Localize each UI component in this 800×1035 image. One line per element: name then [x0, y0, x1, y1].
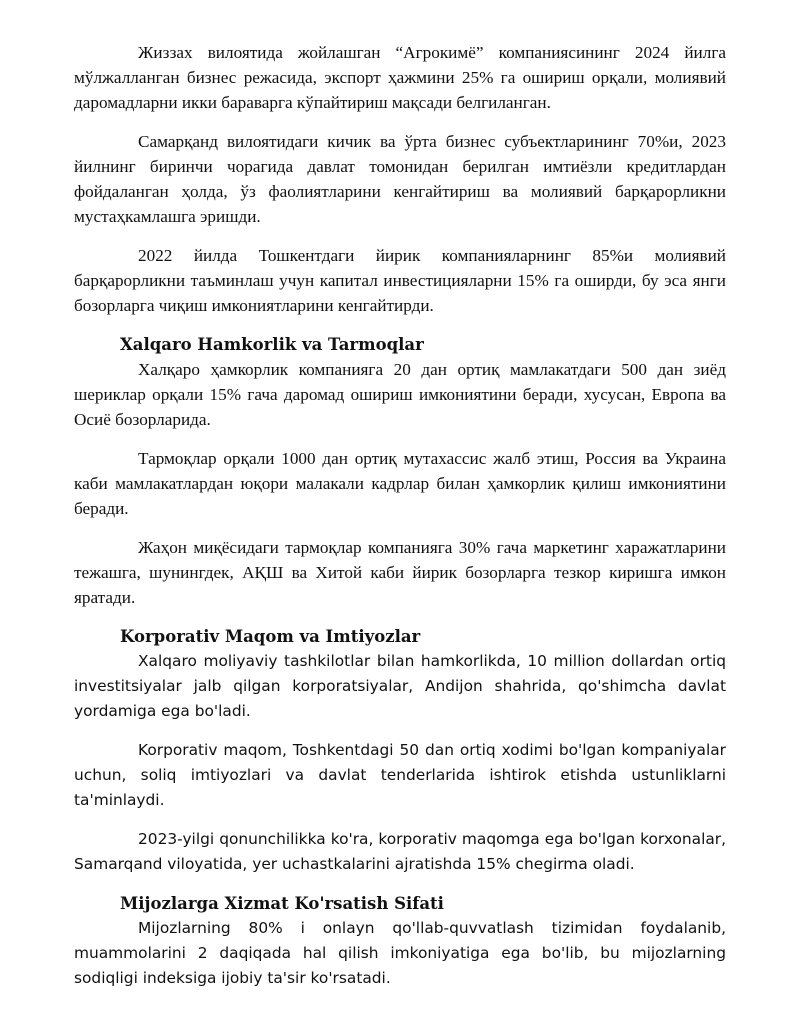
intro-paragraph-3: 2022 йилда Тошкентдаги йирик компанияларнинг 85%и молиявий барқарорликни таъминлаш учун капитал инвестицияларни 15% га оширди, бу эса янги бозорларга чиқиш имкониятларини кенгайтирди.	[74, 246, 726, 315]
corporate-paragraph-1: Xalqaro moliyaviy tashkilotlar bilan hamkorlikda, 10 million dollardan ortiq investitsiyalar jalb qilgan korporatsiyalar, Andijon shahrida, qo'shimcha davlat yordamiga ega bo'ladi.	[74, 652, 726, 720]
international-paragraph-1: Халқаро ҳамкорлик компанияга 20 дан ортиқ мамлакатдаги 500 дан зиёд шериклар орқали 15% гача даромад ошириш имкониятини беради, хусусан, Европа ва Осиё бозорларида.	[74, 360, 726, 429]
international-paragraph-3: Жаҳон миқёсидаги тармоқлар компанияга 30% гача маркетинг харажатларини тежашга, шунингдек, АҚШ ва Хитой каби йирик бозорларга тезкор киришга имкон яратади.	[74, 538, 726, 607]
document-page	[74, 40, 726, 1005]
intro-paragraph-2: Самарқанд вилоятидаги кичик ва ўрта бизнес субъектларининг 70%и, 2023 йилнинг биринчи чорагида давлат томонидан берилган имтиёзли кредитлардан фойдаланган ҳолда, ўз фаолиятларини кенгайтириш ва молиявий барқарорликни мустаҳкамлашга эришди.	[74, 132, 726, 226]
international-paragraph-2: Тармоқлар орқали 1000 дан ортиқ мутахассис жалб этиш, Россия ва Украина каби мамлакатлардан юқори малакали кадрлар билан ҳамкорлик қилиш имкониятини беради.	[74, 449, 726, 518]
section-heading-customer-service: Mijozlarga Xizmat Ko'rsatish Sifati	[120, 894, 444, 913]
customer-service-paragraph-1: Mijozlarning 80% i onlayn qo'llab-quvvatlash tizimidan foydalanib, muammolarini 2 daqiqada hal qilish imkoniyatiga ega bo'lib, bu mijozlarning sodiqligi indeksiga ijobiy ta'sir ko'rsatadi.	[74, 919, 726, 987]
section-heading-corporate: Korporativ Maqom va Imtiyozlar	[120, 627, 421, 646]
section-heading-international: Xalqaro Hamkorlik va Tarmoqlar	[120, 335, 424, 354]
corporate-paragraph-2: Korporativ maqom, Toshkentdagi 50 dan ortiq xodimi bo'lgan kompaniyalar uchun, soliq imtiyozlari va davlat tenderlarida ishtirok etishda ustunliklarni ta'minlaydi.	[74, 741, 726, 809]
corporate-paragraph-3: 2023-yilgi qonunchilikka ko'ra, korporativ maqomga ega bo'lgan korxonalar, Samarqand viloyatida, yer uchastkalarini ajratishda 15% chegirma oladi.	[74, 830, 726, 873]
intro-paragraph-1: Жиззах вилоятида жойлашган “Агрокимё” компаниясининг 2024 йилга мўлжалланган бизнес режасида, экспорт ҳажмини 25% га ошириш орқали, молиявий даромадларни икки бараварга кўпайтириш мақсади белгиланган.	[74, 43, 726, 112]
